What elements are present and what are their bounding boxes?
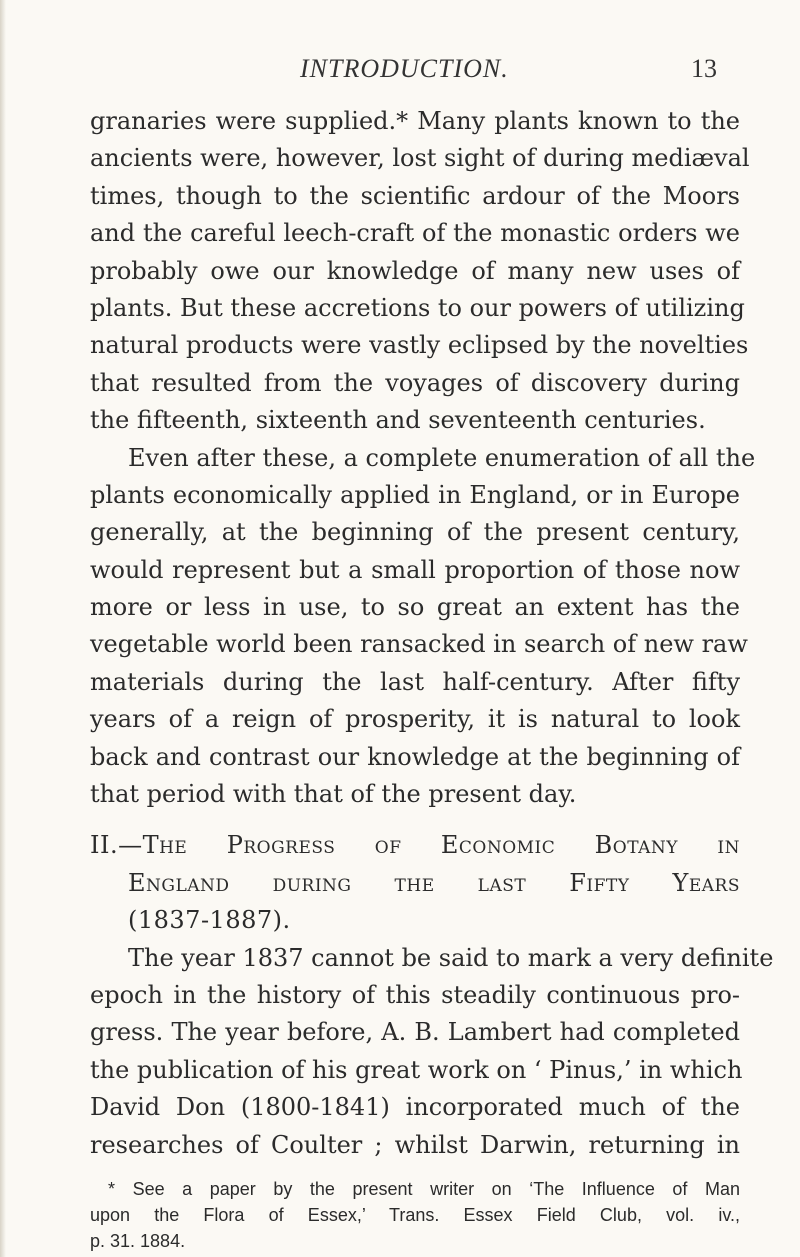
footnote xyxy=(90,1176,740,1254)
page-body xyxy=(90,103,774,1254)
text-line: Even after these, a complete enumeration of all the xyxy=(128,443,756,472)
text-line: that resulted from the voyages of discovery during xyxy=(90,368,740,397)
running-title: INTRODUCTION. xyxy=(300,54,509,83)
text-line: The year 1837 cannot be said to mark a very definite xyxy=(128,943,774,972)
text-line: ancients were, however, lost sight of during mediæval xyxy=(90,144,750,173)
paragraph-1 xyxy=(90,103,750,440)
text-line: plants economically applied in England, or in Europe xyxy=(90,480,740,509)
text-line: probably owe our knowledge of many new uses of xyxy=(90,256,740,285)
text-line: the publication of his great work on ‘ Pinus,’ in which xyxy=(90,1055,743,1084)
heading-line: (1837-1887). xyxy=(128,906,291,935)
text-line: vegetable world been ransacked in search of new raw xyxy=(90,630,748,659)
page-header xyxy=(0,54,800,94)
text-line: generally, at the beginning of the present century, xyxy=(90,518,740,547)
heading-line: II.—The Progress of Economic Botany in xyxy=(90,831,740,860)
text-line: natural products were vastly eclipsed by the novelties xyxy=(90,331,749,360)
text-line: would represent but a small proportion of those now xyxy=(90,555,740,584)
heading-line: England during the last Fifty Years xyxy=(128,868,740,897)
footnote-line: upon the Flora of Essex,’ Trans. Essex Field Club, vol. iv., xyxy=(90,1204,740,1225)
footnote-line: p. 31. 1884. xyxy=(90,1230,186,1251)
section-heading xyxy=(90,827,740,939)
text-line: that period with that of the present day. xyxy=(90,780,577,809)
text-line: materials during the last half-century. After fifty xyxy=(90,667,740,696)
text-line: the fifteenth, sixteenth and seventeenth centuries. xyxy=(90,406,706,435)
text-line: back and contrast our knowledge at the beginning of xyxy=(90,742,740,771)
page-edge-shadow xyxy=(0,0,6,1257)
text-line: times, though to the scientific ardour of the Moors xyxy=(90,181,740,210)
paragraph-2 xyxy=(90,440,756,814)
text-line: and the careful leech-craft of the monastic orders we xyxy=(90,219,740,248)
text-line: David Don (1800-1841) incorporated much of the xyxy=(90,1093,740,1122)
text-line: more or less in use, to so great an extent has the xyxy=(90,593,740,622)
text-line: granaries were supplied.* Many plants known to the xyxy=(90,107,740,135)
text-line: gress. The year before, A. B. Lambert had completed xyxy=(90,1018,740,1047)
text-line: researches of Coulter ; whilst Darwin, returning in xyxy=(90,1130,740,1159)
footnote-line: * See a paper by the present writer on ‘The Influence of Man xyxy=(108,1178,740,1199)
text-line: epoch in the history of this steadily continuous pro- xyxy=(90,980,740,1009)
text-line: years of a reign of prosperity, it is natural to look xyxy=(90,705,740,734)
text-line: plants. But these accretions to our powers of utilizing xyxy=(90,293,745,322)
paragraph-3 xyxy=(90,940,774,1164)
page-number: 13 xyxy=(691,54,717,83)
